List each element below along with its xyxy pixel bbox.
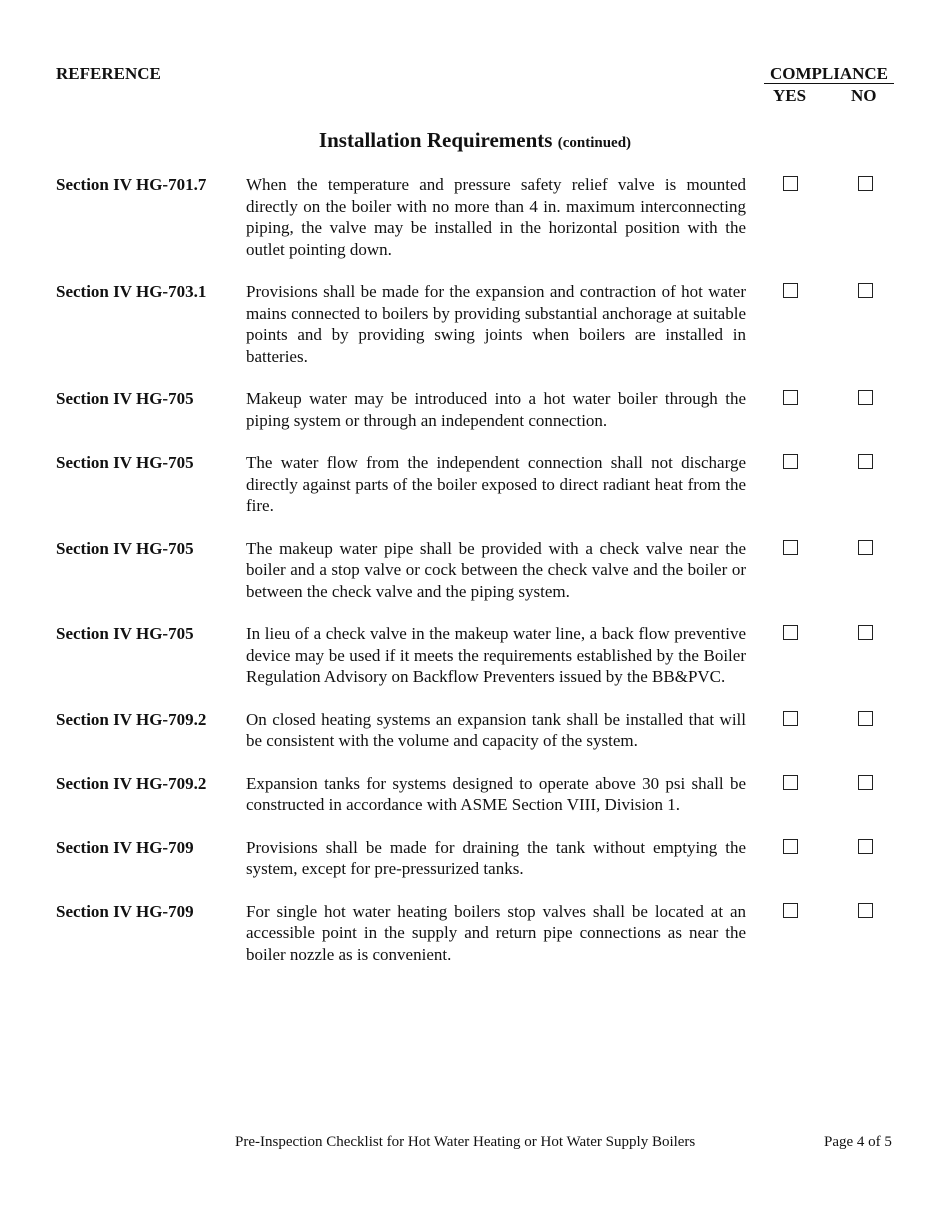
requirement-reference: Section IV HG-705	[56, 389, 194, 408]
footer-document-title: Pre-Inspection Checklist for Hot Water Heating or Hot Water Supply Boilers	[235, 1134, 696, 1150]
yes-checkbox[interactable]	[783, 176, 798, 191]
footer-page-number: Page 4 of 5	[824, 1134, 892, 1150]
yes-checkbox[interactable]	[783, 903, 798, 918]
requirement-text: Makeup water may be introduced into a hot water boiler through the piping system or through an independent connection.	[246, 389, 746, 430]
no-checkbox[interactable]	[858, 390, 873, 405]
requirement-row	[56, 538, 896, 603]
section-title	[0, 128, 950, 153]
yes-checkbox[interactable]	[783, 775, 798, 790]
no-checkbox[interactable]	[858, 711, 873, 726]
requirement-text: Provisions shall be made for the expansion and contraction of hot water mains connected to boilers by providing substantial anchorage at suitable points and by providing swing joints when boilers are installed in batteries.	[246, 282, 746, 366]
requirement-row	[56, 709, 896, 752]
no-checkbox[interactable]	[858, 839, 873, 854]
requirement-row	[56, 174, 896, 260]
yes-checkbox[interactable]	[783, 625, 798, 640]
requirement-text: For single hot water heating boilers stop valves shall be located at an accessible point in the supply and return pipe connections as near the boiler nozzle as is convenient.	[246, 901, 746, 964]
no-checkbox[interactable]	[858, 540, 873, 555]
yes-checkbox[interactable]	[783, 454, 798, 469]
requirement-row	[56, 281, 896, 367]
requirement-reference: Section IV HG-705	[56, 538, 194, 558]
requirement-reference: Section IV HG-705	[56, 453, 194, 472]
requirement-reference: Section IV HG-705	[56, 624, 194, 643]
compliance-label: COMPLIANCE	[764, 64, 894, 84]
yes-column-label: YES	[773, 86, 807, 105]
no-checkbox[interactable]	[858, 176, 873, 191]
requirement-text: Expansion tanks for systems designed to operate above 30 psi shall be constructed in accordance with ASME Section VIII, Division 1.	[246, 773, 746, 814]
no-column-label: NO	[851, 86, 877, 105]
no-checkbox[interactable]	[858, 903, 873, 918]
requirement-reference: Section IV HG-701.7	[56, 175, 207, 194]
requirement-row	[56, 773, 896, 816]
requirement-row	[56, 388, 896, 431]
yes-checkbox[interactable]	[783, 283, 798, 298]
yes-checkbox[interactable]	[783, 711, 798, 726]
requirement-reference: Section IV HG-709.2	[56, 709, 207, 729]
yes-checkbox[interactable]	[783, 839, 798, 854]
compliance-column-header	[764, 64, 894, 105]
requirement-reference: Section IV HG-709.2	[56, 773, 207, 793]
no-checkbox[interactable]	[858, 775, 873, 790]
requirements-list	[56, 174, 896, 986]
requirement-reference: Section IV HG-709	[56, 901, 194, 921]
section-title-suffix: (continued)	[557, 135, 632, 151]
requirement-reference: Section IV HG-709	[56, 837, 194, 857]
requirement-text: The makeup water pipe shall be provided with a check valve near the boiler and a stop valve or cock between the check valve and the boiler or between the check valve and the piping system.	[246, 538, 746, 601]
yes-checkbox[interactable]	[783, 540, 798, 555]
no-checkbox[interactable]	[858, 454, 873, 469]
no-checkbox[interactable]	[858, 625, 873, 640]
requirement-row	[56, 901, 896, 966]
section-title-main: Installation Requirements	[318, 128, 553, 152]
requirement-text: Provisions shall be made for draining the tank without emptying the system, except for pre-pressurized tanks.	[246, 837, 746, 878]
requirement-row	[56, 837, 896, 880]
requirement-text: On closed heating systems an expansion tank shall be installed that will be consistent with the volume and capacity of the system.	[246, 709, 746, 750]
requirement-row	[56, 452, 896, 517]
requirement-reference: Section IV HG-703.1	[56, 282, 207, 301]
yes-checkbox[interactable]	[783, 390, 798, 405]
requirement-text: The water flow from the independent connection shall not discharge directly against parts of the boiler exposed to direct radiant heat from the fire.	[246, 453, 746, 515]
requirement-text: When the temperature and pressure safety relief valve is mounted directly on the boiler with no more than 4 in. maximum interconnecting piping, the valve may be installed in the horizontal position with the outlet pointing down.	[246, 175, 746, 259]
reference-column-header: REFERENCE	[56, 64, 161, 83]
requirement-row	[56, 623, 896, 688]
requirement-text: In lieu of a check valve in the makeup water line, a back flow preventive device may be used if it meets the requirements established by the Boiler Regulation Advisory on Backflow Preventers issued by the BB&PVC.	[246, 624, 746, 686]
no-checkbox[interactable]	[858, 283, 873, 298]
